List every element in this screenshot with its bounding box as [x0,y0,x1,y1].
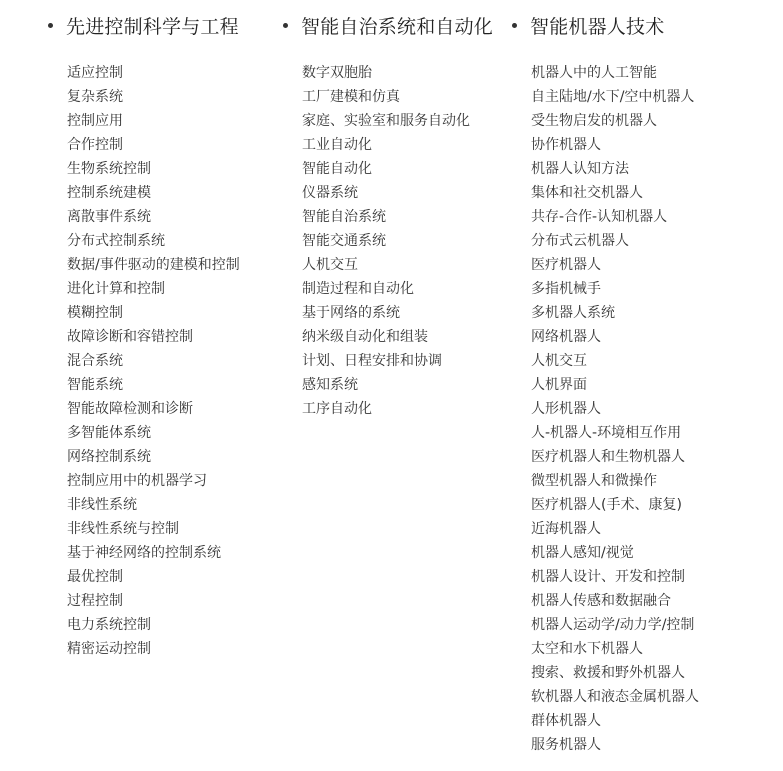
topic-item[interactable]: 人机交互 [531,353,587,369]
column-header [510,0,780,50]
topic-item[interactable]: 人机交互 [302,257,358,273]
topic-item[interactable]: 非线性系统与控制 [67,521,179,537]
topic-item[interactable]: 电力系统控制 [67,617,151,633]
column-title: 智能自治系统和自动化 [301,15,494,38]
topic-item[interactable]: 集体和社交机器人 [531,185,643,201]
topic-item[interactable]: 医疗机器人和生物机器人 [531,449,685,465]
topic-item[interactable]: 人机界面 [531,377,587,393]
topic-item[interactable]: 协作机器人 [531,137,601,153]
topic-item[interactable]: 医疗机器人(手术、康复) [531,497,682,513]
topic-item[interactable]: 最优控制 [67,569,123,585]
topic-item[interactable]: 仪器系统 [302,185,358,201]
topic-item[interactable]: 微型机器人和微操作 [531,473,657,489]
topic-item[interactable]: 分布式云机器人 [531,233,629,249]
topic-item[interactable]: 机器人传感和数据融合 [531,593,671,609]
topic-item[interactable]: 生物系统控制 [67,161,151,177]
topic-item[interactable]: 合作控制 [67,137,123,153]
topic-item[interactable]: 网络机器人 [531,329,601,345]
topic-item[interactable]: 受生物启发的机器人 [531,113,657,129]
topic-item[interactable]: 工厂建模和仿真 [302,89,400,105]
topic-item[interactable]: 分布式控制系统 [67,233,165,249]
topic-item[interactable]: 离散事件系统 [67,209,151,225]
topic-list [302,61,470,421]
topic-item[interactable]: 搜索、救援和野外机器人 [531,665,685,681]
topic-item[interactable]: 共存-合作-认知机器人 [531,209,668,225]
topic-item[interactable]: 家庭、实验室和服务自动化 [302,113,470,129]
topic-item[interactable]: 工业自动化 [302,137,372,153]
topic-item[interactable]: 计划、日程安排和协调 [302,353,442,369]
topic-item[interactable]: 进化计算和控制 [67,281,165,297]
topic-item[interactable]: 软机器人和液态金属机器人 [531,689,699,705]
topic-item[interactable]: 网络控制系统 [67,449,151,465]
column-advanced-control [46,0,276,657]
topic-item[interactable]: 服务机器人 [531,737,601,753]
topic-item[interactable]: 控制应用中的机器学习 [67,473,207,489]
topic-item[interactable]: 智能自动化 [302,161,372,177]
topic-item[interactable]: 纳米级自动化和组装 [302,329,428,345]
topic-list [67,61,240,661]
topic-item[interactable]: 智能系统 [67,377,123,393]
column-header [46,0,276,50]
bullet-icon [283,23,288,28]
topic-item[interactable]: 控制系统建模 [67,185,151,201]
topic-item[interactable]: 机器人运动学/动力学/控制 [531,617,695,633]
topic-item[interactable]: 近海机器人 [531,521,601,537]
topic-item[interactable]: 基于神经网络的控制系统 [67,545,221,561]
topic-item[interactable]: 智能自治系统 [302,209,386,225]
column-autonomous-systems [281,0,506,417]
topic-item[interactable]: 多指机械手 [531,281,601,297]
topic-item[interactable]: 过程控制 [67,593,123,609]
topic-item[interactable]: 精密运动控制 [67,641,151,657]
topic-item[interactable]: 多智能体系统 [67,425,151,441]
topic-item[interactable]: 智能交通系统 [302,233,386,249]
topic-item[interactable]: 机器人感知/视觉 [531,545,634,561]
topic-item[interactable]: 数据/事件驱动的建模和控制 [67,257,240,273]
topic-item[interactable]: 基于网络的系统 [302,305,400,321]
topic-item[interactable]: 太空和水下机器人 [531,641,643,657]
topic-list [531,61,699,757]
topic-item[interactable]: 机器人中的人工智能 [531,65,657,81]
topic-item[interactable]: 混合系统 [67,353,123,369]
topic-item[interactable]: 人-机器人-环境相互作用 [531,425,682,441]
topic-item[interactable]: 工序自动化 [302,401,372,417]
column-title: 先进控制科学与工程 [66,15,239,38]
topic-item[interactable]: 复杂系统 [67,89,123,105]
bullet-icon [512,23,517,28]
column-title: 智能机器人技术 [530,15,665,38]
topic-item[interactable]: 数字双胞胎 [302,65,372,81]
topic-item[interactable]: 控制应用 [67,113,123,129]
topic-item[interactable]: 非线性系统 [67,497,137,513]
topic-item[interactable]: 机器人认知方法 [531,161,629,177]
topic-item[interactable]: 故障诊断和容错控制 [67,329,193,345]
topic-item[interactable]: 机器人设计、开发和控制 [531,569,685,585]
topic-item[interactable]: 群体机器人 [531,713,601,729]
topic-item[interactable]: 多机器人系统 [531,305,615,321]
topic-item[interactable]: 模糊控制 [67,305,123,321]
topic-item[interactable]: 医疗机器人 [531,257,601,273]
topic-item[interactable]: 自主陆地/水下/空中机器人 [531,89,695,105]
column-header [281,0,506,50]
topic-item[interactable]: 适应控制 [67,65,123,81]
topic-item[interactable]: 感知系统 [302,377,358,393]
column-intelligent-robotics [510,0,780,753]
topic-item[interactable]: 人形机器人 [531,401,601,417]
bullet-icon [48,23,53,28]
topic-item[interactable]: 制造过程和自动化 [302,281,414,297]
topic-item[interactable]: 智能故障检测和诊断 [67,401,193,417]
